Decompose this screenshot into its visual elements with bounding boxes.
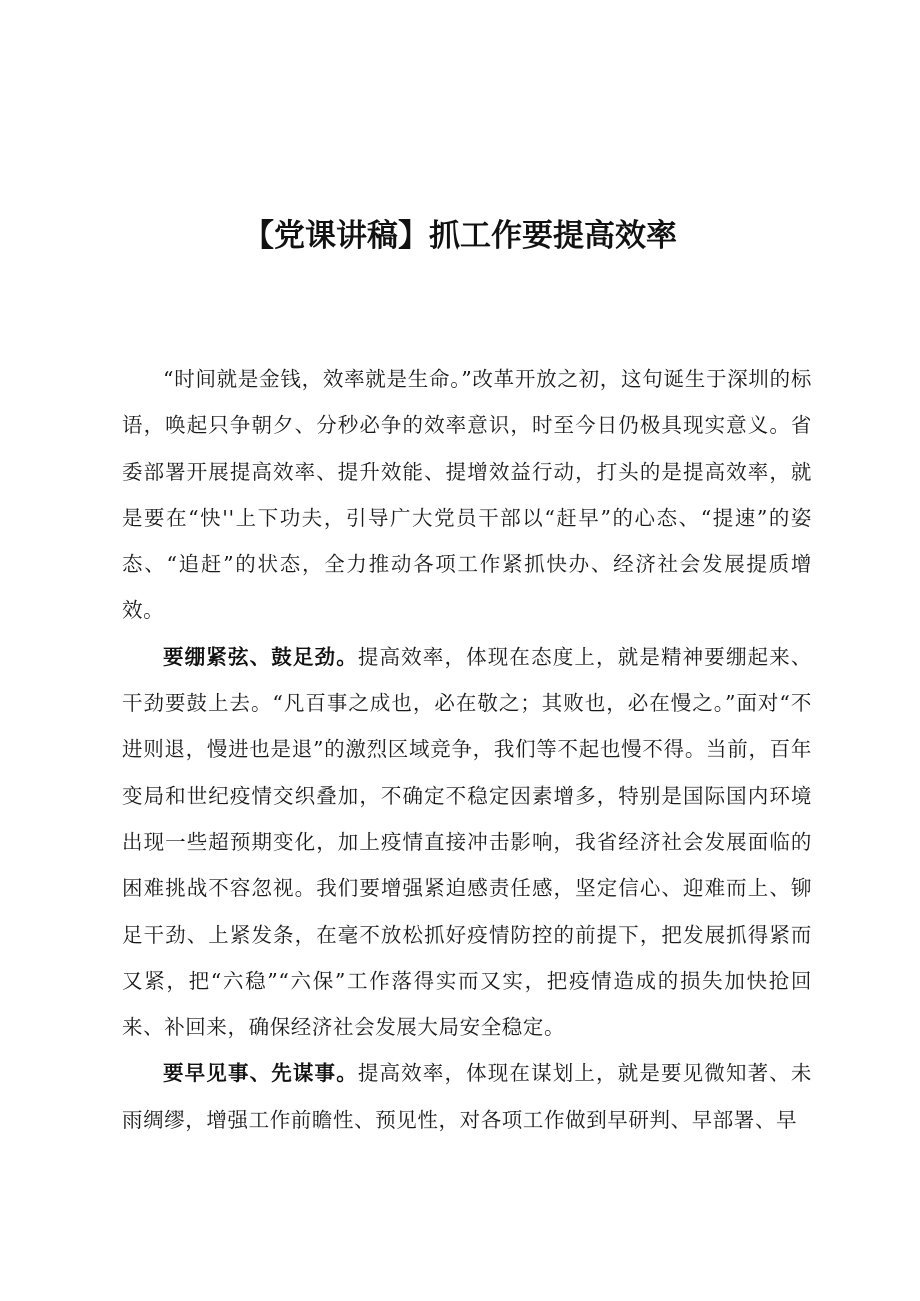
document-body: [122, 356, 812, 1143]
paragraph-text: 提高效率，体现在态度上，就是精神要绷起来、干劲要鼓上去。“凡百事之成也，必在敬之；其败也，必在慢之。”面对“不进则退，慢进也是退”的激烈区域竞争，我们等不起也慢不得。当前，百年变局和世纪疫情交织叠加，不确定不稳定因素增多，特别是国际国内环境出现一些超预期变化，加上疫情直接冲击影响，我省经济社会发展面临的困难挑战不容忽视。我们要增强紧迫感责任感，坚定信心、迎难而上、铆足干劲、上紧发条，在毫不放松抓好疫情防控的前提下，把发展抓得紧而又紧，把“六稳”“六保”工作落得实而又实，把疫情造成的损失加快抢回来、补回来，确保经济社会发展大局安全稳定。: [122, 644, 812, 1040]
paragraph-intro: [122, 356, 812, 634]
paragraph-text: 提高效率，体现在谋划上，就是要见微知著、未雨绸缪，增强工作前瞻性、预见性，对各项工作做到早研判、早部署、早: [122, 1061, 812, 1132]
paragraph-section-2: [122, 1050, 812, 1143]
document-title: 【党课讲稿】抓工作要提高效率: [243, 218, 677, 254]
paragraph-lead: 要绷紧弦、鼓足劲。: [163, 644, 358, 669]
paragraph-text: “时间就是金钱，效率就是生命。”改革开放之初，这句诞生于深圳的标语，唤起只争朝夕、分秒必争的效率意识，时至今日仍极具现实意义。省委部署开展提高效率、提升效能、提增效益行动，打头的是提高效率，就是要在“快''上下功夫，引导广大党员干部以“赶早”的心态、“提速”的姿态、“追赶”的状态，全力推动各项工作紧抓快办、经济社会发展提质增效。: [122, 367, 812, 623]
paragraph-lead: 要早见事、先谋事。: [163, 1061, 358, 1086]
paragraph-section-1: [122, 634, 812, 1051]
